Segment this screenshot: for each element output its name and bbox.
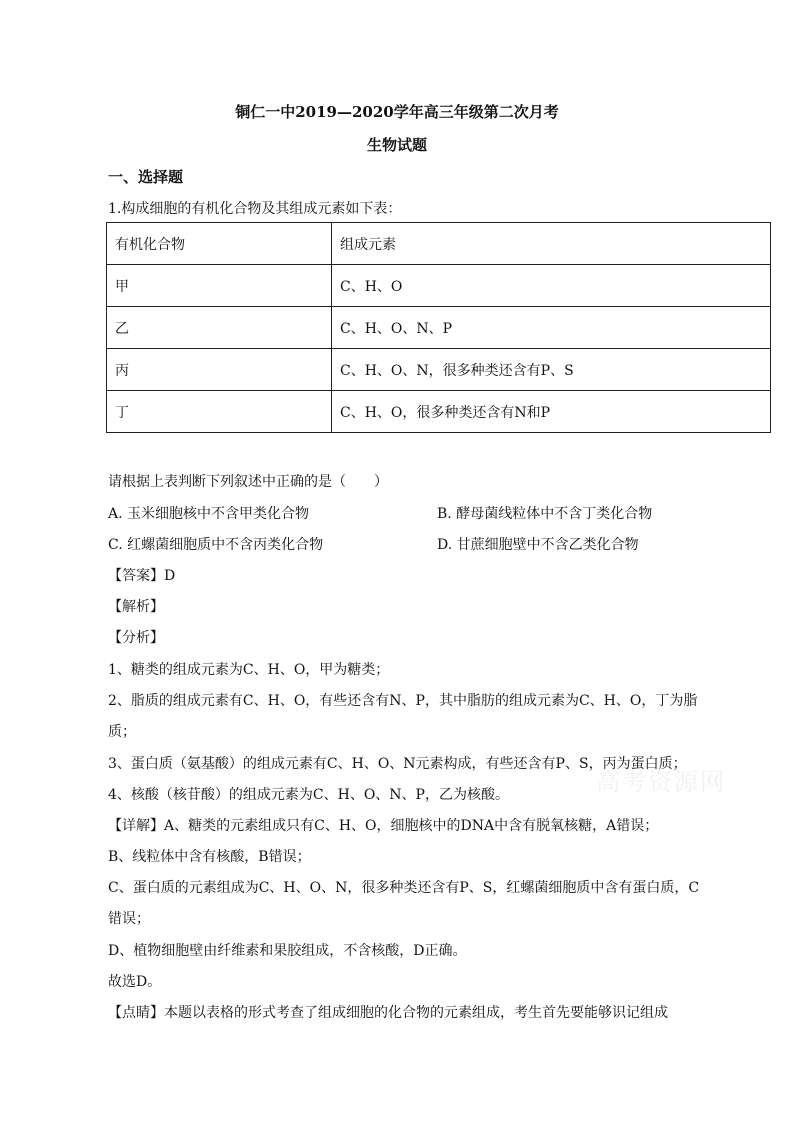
table-header-cell: 有机化合物: [107, 223, 332, 265]
fenxi-heading: 【分析】: [108, 630, 164, 646]
detail-line: 【详解】A、糖类的元素组成只有C、H、O，细胞核中的DNA中含有脱氧核糖，A错误；: [108, 818, 659, 834]
analysis-heading: 【解析】: [108, 599, 164, 615]
table-row: [107, 265, 771, 307]
detail-line: 故选D。: [108, 974, 162, 990]
table-row: [107, 307, 771, 349]
answer-line: 【答案】D: [108, 568, 176, 584]
analysis-line: 3、蛋白质（氨基酸）的组成元素有C、H、O、N元素构成，有些还含有P、S，丙为蛋白质；: [108, 756, 687, 772]
table-header-row: [107, 223, 771, 265]
table-cell: 丙: [107, 349, 332, 391]
table-cell: C、H、O、N、P: [332, 307, 771, 349]
table-cell: C、H、O，很多种类还含有N和P: [332, 391, 771, 433]
table-cell: 乙: [107, 307, 332, 349]
table-row: [107, 349, 771, 391]
detail-line: B、线粒体中含有核酸，B错误；: [108, 849, 311, 865]
exam-subject: 生物试题: [366, 136, 427, 154]
table-cell: 丁: [107, 391, 332, 433]
table-header-cell: 组成元素: [332, 223, 771, 265]
detail-line: C、蛋白质的元素组成为C、H、O、N，很多种类还含有P、S，红螺菌细胞质中含有蛋白质，C: [108, 880, 700, 896]
compound-element-table: [106, 222, 771, 433]
detail-line: D、植物细胞壁由纤维素和果胶组成，不含核酸，D正确。: [108, 943, 467, 959]
analysis-line: 2、脂质的组成元素有C、H、O，有些还含有N、P，其中脂肪的组成元素为C、H、O，丁为脂: [108, 693, 698, 709]
analysis-line: 1、糖类的组成元素为C、H、O，甲为糖类；: [108, 662, 390, 678]
table-cell: C、H、O: [332, 265, 771, 307]
question-stem: 1.构成细胞的有机化合物及其组成元素如下表：: [108, 201, 402, 217]
section-heading: 一、选择题: [108, 168, 184, 186]
option-d: D. 甘蔗细胞壁中不含乙类化合物: [437, 537, 639, 553]
question-prompt: 请根据上表判断下列叙述中正确的是（ ）: [108, 474, 388, 490]
watermark: 高考资源网: [596, 768, 726, 796]
analysis-line: 4、核酸（核苷酸）的组成元素为C、H、O、N、P，乙为核酸。: [108, 787, 509, 803]
option-c: C. 红螺菌细胞质中不含丙类化合物: [108, 537, 324, 553]
detail-line: 【点睛】本题以表格的形式考查了组成细胞的化合物的元素组成，考生首先要能够识记组成: [108, 1005, 668, 1021]
table-row: [107, 391, 771, 433]
table-cell: 甲: [107, 265, 332, 307]
analysis-line: 质；: [108, 724, 136, 740]
detail-line: 错误；: [108, 911, 150, 927]
exam-title: 铜仁一中2019—2020学年高三年级第二次月考: [235, 103, 559, 121]
option-a: A. 玉米细胞核中不含甲类化合物: [108, 506, 310, 522]
option-b: B. 酵母菌线粒体中不含丁类化合物: [437, 506, 653, 522]
table-cell: C、H、O、N，很多种类还含有P、S: [332, 349, 771, 391]
